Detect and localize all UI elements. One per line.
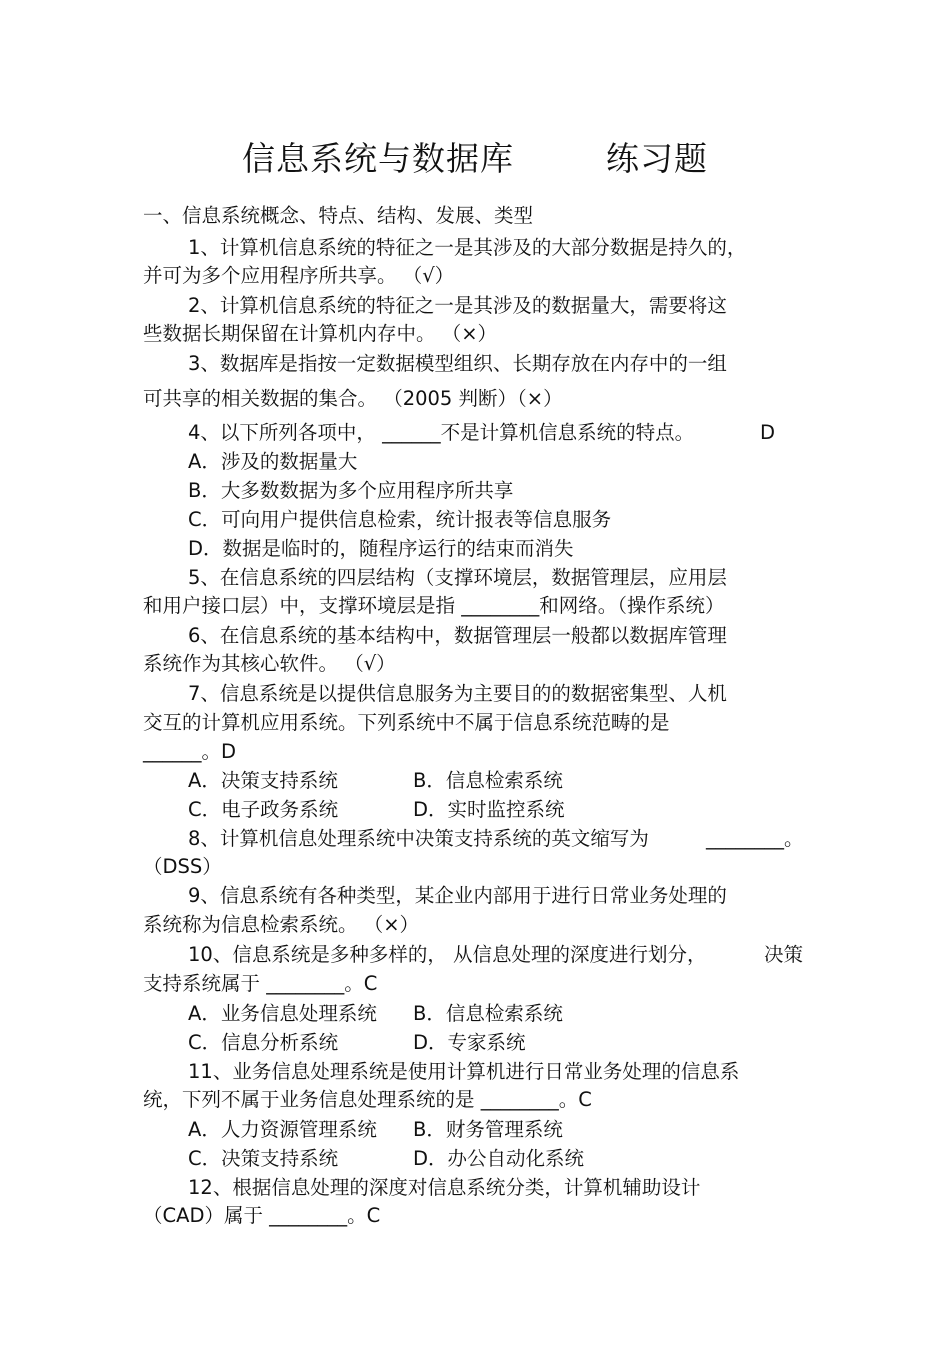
q2-line1: 2、计算机信息系统的特征之一是其涉及的数据量大，需要将这 xyxy=(188,294,727,317)
q9-line2: 系统称为信息检索系统。 （×） xyxy=(143,913,420,936)
q8-line1: 8、计算机信息处理系统中决策支持系统的英文缩写为 xyxy=(188,827,649,850)
q11-option-c: C．决策支持系统 xyxy=(188,1147,339,1170)
q12-line2: （CAD）属于 ________。C xyxy=(143,1204,381,1227)
q3-line2: 可共享的相关数据的集合。 （2005 判断）（×） xyxy=(143,387,563,410)
q1-line2: 并可为多个应用程序所共享。 （√） xyxy=(143,264,455,287)
q10-line1: 10、信息系统是多种多样的， 从信息处理的深度进行划分， xyxy=(188,943,707,966)
q5-line1: 5、在信息系统的四层结构（支撑环境层，数据管理层，应用层 xyxy=(188,566,727,589)
q4-answer: D xyxy=(760,421,776,444)
q8-line2: （DSS） xyxy=(143,855,222,878)
q1-line1: 1、计算机信息系统的特征之一是其涉及的大部分数据是持久的， xyxy=(188,236,747,259)
q11-option-b: B．财务管理系统 xyxy=(413,1118,563,1141)
q5-line2: 和用户接口层）中，支撑环境层是指 ________和网络。（操作系统） xyxy=(143,594,725,617)
q7-option-a: A．决策支持系统 xyxy=(188,769,338,792)
q8-blank: ________。 xyxy=(706,827,804,850)
q12-line1: 12、根据信息处理的深度对信息系统分类，计算机辅助设计 xyxy=(188,1176,701,1199)
q4-option-a: A．涉及的数据量大 xyxy=(188,450,358,473)
q6-line1: 6、在信息系统的基本结构中，数据管理层一般都以数据库管理 xyxy=(188,624,727,647)
q11-option-a: A．人力资源管理系统 xyxy=(188,1118,377,1141)
q11-line2: 统，下列不属于业务信息处理系统的是 ________。C xyxy=(143,1088,592,1111)
page-title: 信息系统与数据库 练习题 xyxy=(242,139,708,178)
q7-line1: 7、信息系统是以提供信息服务为主要目的的数据密集型、人机 xyxy=(188,682,727,705)
q2-line2: 些数据长期保留在计算机内存中。 （×） xyxy=(143,322,498,345)
q10-option-a: A．业务信息处理系统 xyxy=(188,1002,377,1025)
q11-option-d: D．办公自动化系统 xyxy=(413,1147,585,1170)
section-heading: 一、信息系统概念、特点、结构、发展、类型 xyxy=(143,204,534,227)
q4-option-b: B．大多数数据为多个应用程序所共享 xyxy=(188,479,514,502)
q7-line2: 交互的计算机应用系统。下列系统中不属于信息系统范畴的是 xyxy=(143,711,670,734)
q7-option-c: C．电子政务系统 xyxy=(188,798,339,821)
q11-line1: 11、业务信息处理系统是使用计算机进行日常业务处理的信息系 xyxy=(188,1060,740,1083)
q4-line1: 4、以下所列各项中， ______不是计算机信息系统的特点。 xyxy=(188,421,695,444)
q10-line1-end: 决策 xyxy=(764,943,804,966)
q10-option-d: D．专家系统 xyxy=(413,1031,526,1054)
q7-line3: ______。D xyxy=(143,740,237,763)
q7-option-d: D．实时监控系统 xyxy=(413,798,565,821)
q3-line1: 3、数据库是指按一定数据模型组织、长期存放在内存中的一组 xyxy=(188,352,727,375)
q10-line2: 支持系统属于 ________。C xyxy=(143,972,378,995)
q9-line1: 9、信息系统有各种类型，某企业内部用于进行日常业务处理的 xyxy=(188,884,727,907)
q4-option-d: D．数据是临时的，随程序运行的结束而消失 xyxy=(188,537,574,560)
q4-option-c: C．可向用户提供信息检索，统计报表等信息服务 xyxy=(188,508,612,531)
q10-option-b: B．信息检索系统 xyxy=(413,1002,563,1025)
q7-option-b: B．信息检索系统 xyxy=(413,769,563,792)
q6-line2: 系统作为其核心软件。 （√） xyxy=(143,652,396,675)
q10-option-c: C．信息分析系统 xyxy=(188,1031,339,1054)
